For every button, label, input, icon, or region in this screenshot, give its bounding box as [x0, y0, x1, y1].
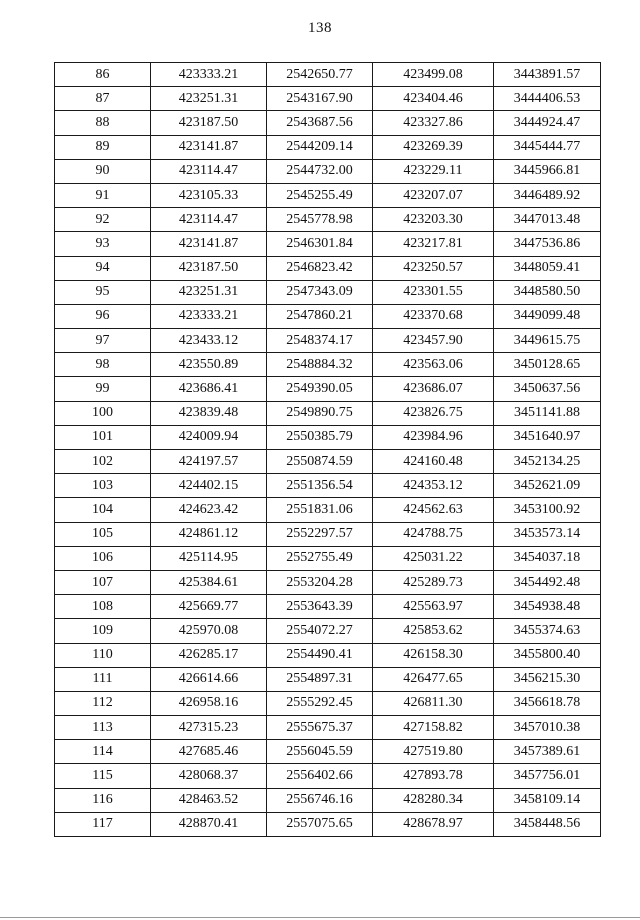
row-index-cell: 111 [55, 667, 151, 691]
coordinate-cell: 426614.66 [151, 667, 267, 691]
table-row [55, 716, 601, 740]
coordinate-cell: 425669.77 [151, 595, 267, 619]
table-row [55, 740, 601, 764]
coordinate-cell: 428678.97 [373, 812, 494, 836]
coordinate-cell: 2543167.90 [267, 87, 373, 111]
coordinate-cell: 423141.87 [151, 232, 267, 256]
row-index-cell: 106 [55, 546, 151, 570]
coordinate-cell: 427685.46 [151, 740, 267, 764]
coordinate-cell: 3453100.92 [494, 498, 601, 522]
row-index-cell: 108 [55, 595, 151, 619]
coordinate-cell: 3445966.81 [494, 159, 601, 183]
coordinate-cell: 424197.57 [151, 450, 267, 474]
table-row [55, 667, 601, 691]
coordinate-cell: 2545255.49 [267, 183, 373, 207]
row-index-cell: 87 [55, 87, 151, 111]
coordinate-cell: 427158.82 [373, 716, 494, 740]
table-row [55, 183, 601, 207]
coordinate-cell: 428870.41 [151, 812, 267, 836]
table-row [55, 425, 601, 449]
coordinate-cell: 2557075.65 [267, 812, 373, 836]
table-row [55, 595, 601, 619]
table-row [55, 546, 601, 570]
table-row [55, 87, 601, 111]
page-number: 138 [308, 20, 332, 36]
coordinate-cell: 2545778.98 [267, 208, 373, 232]
coordinate-cell: 425970.08 [151, 619, 267, 643]
coordinate-cell: 423327.86 [373, 111, 494, 135]
row-index-cell: 95 [55, 280, 151, 304]
coordinate-cell: 3454938.48 [494, 595, 601, 619]
coordinate-cell: 3450128.65 [494, 353, 601, 377]
row-index-cell: 113 [55, 716, 151, 740]
row-index-cell: 88 [55, 111, 151, 135]
table-row [55, 474, 601, 498]
coordinate-cell: 2554072.27 [267, 619, 373, 643]
coordinate-cell: 428463.52 [151, 788, 267, 812]
coordinate-cell: 2549890.75 [267, 401, 373, 425]
coordinate-cell: 423333.21 [151, 304, 267, 328]
coordinate-cell: 3445444.77 [494, 135, 601, 159]
coordinate-cell: 424402.15 [151, 474, 267, 498]
row-index-cell: 117 [55, 812, 151, 836]
page-bottom-edge [0, 917, 640, 918]
coordinate-cell: 3455374.63 [494, 619, 601, 643]
coordinate-cell: 2552755.49 [267, 546, 373, 570]
coordinate-cell: 423839.48 [151, 401, 267, 425]
coordinate-cell: 3451640.97 [494, 425, 601, 449]
coordinate-cell: 425853.62 [373, 619, 494, 643]
coordinate-cell: 2556402.66 [267, 764, 373, 788]
coordinate-cell: 2551831.06 [267, 498, 373, 522]
table-row [55, 788, 601, 812]
table-row [55, 691, 601, 715]
coordinate-cell: 424160.48 [373, 450, 494, 474]
row-index-cell: 105 [55, 522, 151, 546]
coordinate-cell: 3443891.57 [494, 63, 601, 87]
coordinate-cell: 3447013.48 [494, 208, 601, 232]
coordinate-cell: 423251.31 [151, 280, 267, 304]
coordinate-cell: 427315.23 [151, 716, 267, 740]
coordinate-cell: 423499.08 [373, 63, 494, 87]
coordinate-cell: 423563.06 [373, 353, 494, 377]
table-row [55, 643, 601, 667]
coordinate-cell: 423826.75 [373, 401, 494, 425]
coordinate-cell: 427893.78 [373, 764, 494, 788]
row-index-cell: 109 [55, 619, 151, 643]
coordinate-cell: 3444406.53 [494, 87, 601, 111]
coordinate-cell: 2549390.05 [267, 377, 373, 401]
table-row [55, 812, 601, 836]
coordinate-cell: 426811.30 [373, 691, 494, 715]
table-row [55, 159, 601, 183]
coordinate-cell: 2544732.00 [267, 159, 373, 183]
coordinate-cell: 423114.47 [151, 208, 267, 232]
coordinate-cell: 2555292.45 [267, 691, 373, 715]
coordinate-cell: 2555675.37 [267, 716, 373, 740]
coordinate-cell: 423550.89 [151, 353, 267, 377]
row-index-cell: 86 [55, 63, 151, 87]
coordinate-cell: 424861.12 [151, 522, 267, 546]
row-index-cell: 99 [55, 377, 151, 401]
coordinate-cell: 3449615.75 [494, 329, 601, 353]
coordinate-cell: 2554490.41 [267, 643, 373, 667]
coordinate-cell: 423187.50 [151, 111, 267, 135]
coordinate-cell: 423141.87 [151, 135, 267, 159]
table-row [55, 304, 601, 328]
coordinate-cell: 426477.65 [373, 667, 494, 691]
coordinate-cell: 2554897.31 [267, 667, 373, 691]
coordinate-cell: 423433.12 [151, 329, 267, 353]
coordinate-table-container [54, 62, 600, 837]
coordinate-cell: 3446489.92 [494, 183, 601, 207]
coordinate-cell: 423187.50 [151, 256, 267, 280]
row-index-cell: 107 [55, 570, 151, 594]
coordinate-cell: 423250.57 [373, 256, 494, 280]
coordinate-cell: 423251.31 [151, 87, 267, 111]
row-index-cell: 104 [55, 498, 151, 522]
coordinate-cell: 2550385.79 [267, 425, 373, 449]
coordinate-cell: 2551356.54 [267, 474, 373, 498]
coordinate-cell: 3458448.56 [494, 812, 601, 836]
coordinate-cell: 423370.68 [373, 304, 494, 328]
coordinate-cell: 3452621.09 [494, 474, 601, 498]
row-index-cell: 94 [55, 256, 151, 280]
coordinate-cell: 3455800.40 [494, 643, 601, 667]
coordinate-cell: 3448580.50 [494, 280, 601, 304]
coordinate-cell: 424623.42 [151, 498, 267, 522]
coordinate-cell: 423105.33 [151, 183, 267, 207]
coordinate-cell: 423269.39 [373, 135, 494, 159]
coordinate-cell: 2548374.17 [267, 329, 373, 353]
coordinate-cell: 3449099.48 [494, 304, 601, 328]
coordinate-cell: 423301.55 [373, 280, 494, 304]
row-index-cell: 92 [55, 208, 151, 232]
coordinate-cell: 3457010.38 [494, 716, 601, 740]
table-row [55, 280, 601, 304]
coordinate-cell: 3457389.61 [494, 740, 601, 764]
coordinate-cell: 2553643.39 [267, 595, 373, 619]
table-row [55, 353, 601, 377]
coordinate-cell: 424562.63 [373, 498, 494, 522]
coordinate-table-body [55, 63, 601, 837]
coordinate-cell: 2556746.16 [267, 788, 373, 812]
coordinate-cell: 423457.90 [373, 329, 494, 353]
row-index-cell: 112 [55, 691, 151, 715]
coordinate-cell: 423217.81 [373, 232, 494, 256]
row-index-cell: 89 [55, 135, 151, 159]
table-row [55, 111, 601, 135]
coordinate-cell: 427519.80 [373, 740, 494, 764]
table-row [55, 135, 601, 159]
coordinate-cell: 3456215.30 [494, 667, 601, 691]
coordinate-cell: 423404.46 [373, 87, 494, 111]
row-index-cell: 115 [55, 764, 151, 788]
row-index-cell: 100 [55, 401, 151, 425]
row-index-cell: 101 [55, 425, 151, 449]
row-index-cell: 91 [55, 183, 151, 207]
row-index-cell: 97 [55, 329, 151, 353]
table-row [55, 764, 601, 788]
coordinate-cell: 423686.41 [151, 377, 267, 401]
table-row [55, 619, 601, 643]
coordinate-cell: 423984.96 [373, 425, 494, 449]
coordinate-table [54, 62, 601, 837]
row-index-cell: 102 [55, 450, 151, 474]
coordinate-cell: 2546301.84 [267, 232, 373, 256]
row-index-cell: 96 [55, 304, 151, 328]
coordinate-cell: 424009.94 [151, 425, 267, 449]
row-index-cell: 116 [55, 788, 151, 812]
coordinate-cell: 423114.47 [151, 159, 267, 183]
coordinate-cell: 424788.75 [373, 522, 494, 546]
table-row [55, 63, 601, 87]
table-row [55, 401, 601, 425]
coordinate-cell: 3451141.88 [494, 401, 601, 425]
row-index-cell: 114 [55, 740, 151, 764]
row-index-cell: 103 [55, 474, 151, 498]
coordinate-cell: 3448059.41 [494, 256, 601, 280]
coordinate-cell: 428280.34 [373, 788, 494, 812]
coordinate-cell: 423203.30 [373, 208, 494, 232]
coordinate-cell: 423229.11 [373, 159, 494, 183]
coordinate-cell: 3454037.18 [494, 546, 601, 570]
coordinate-cell: 423207.07 [373, 183, 494, 207]
coordinate-cell: 3447536.86 [494, 232, 601, 256]
coordinate-cell: 2546823.42 [267, 256, 373, 280]
coordinate-cell: 3453573.14 [494, 522, 601, 546]
coordinate-cell: 2544209.14 [267, 135, 373, 159]
coordinate-cell: 2556045.59 [267, 740, 373, 764]
table-row [55, 450, 601, 474]
coordinate-cell: 3458109.14 [494, 788, 601, 812]
table-row [55, 208, 601, 232]
coordinate-cell: 2548884.32 [267, 353, 373, 377]
coordinate-cell: 2547343.09 [267, 280, 373, 304]
coordinate-cell: 425384.61 [151, 570, 267, 594]
table-row [55, 377, 601, 401]
coordinate-cell: 3450637.56 [494, 377, 601, 401]
coordinate-cell: 2543687.56 [267, 111, 373, 135]
table-row [55, 329, 601, 353]
coordinate-cell: 2542650.77 [267, 63, 373, 87]
coordinate-cell: 425031.22 [373, 546, 494, 570]
row-index-cell: 93 [55, 232, 151, 256]
coordinate-cell: 426158.30 [373, 643, 494, 667]
table-row [55, 232, 601, 256]
coordinate-cell: 424353.12 [373, 474, 494, 498]
table-row [55, 498, 601, 522]
coordinate-cell: 2552297.57 [267, 522, 373, 546]
coordinate-cell: 425289.73 [373, 570, 494, 594]
coordinate-cell: 2550874.59 [267, 450, 373, 474]
table-row [55, 522, 601, 546]
row-index-cell: 98 [55, 353, 151, 377]
coordinate-cell: 3444924.47 [494, 111, 601, 135]
coordinate-cell: 3457756.01 [494, 764, 601, 788]
coordinate-cell: 3454492.48 [494, 570, 601, 594]
coordinate-cell: 428068.37 [151, 764, 267, 788]
coordinate-cell: 426958.16 [151, 691, 267, 715]
table-row [55, 256, 601, 280]
coordinate-cell: 425563.97 [373, 595, 494, 619]
coordinate-cell: 425114.95 [151, 546, 267, 570]
coordinate-cell: 426285.17 [151, 643, 267, 667]
coordinate-cell: 3456618.78 [494, 691, 601, 715]
row-index-cell: 90 [55, 159, 151, 183]
coordinate-cell: 423686.07 [373, 377, 494, 401]
table-row [55, 570, 601, 594]
coordinate-cell: 3452134.25 [494, 450, 601, 474]
coordinate-cell: 2547860.21 [267, 304, 373, 328]
row-index-cell: 110 [55, 643, 151, 667]
coordinate-cell: 423333.21 [151, 63, 267, 87]
coordinate-cell: 2553204.28 [267, 570, 373, 594]
